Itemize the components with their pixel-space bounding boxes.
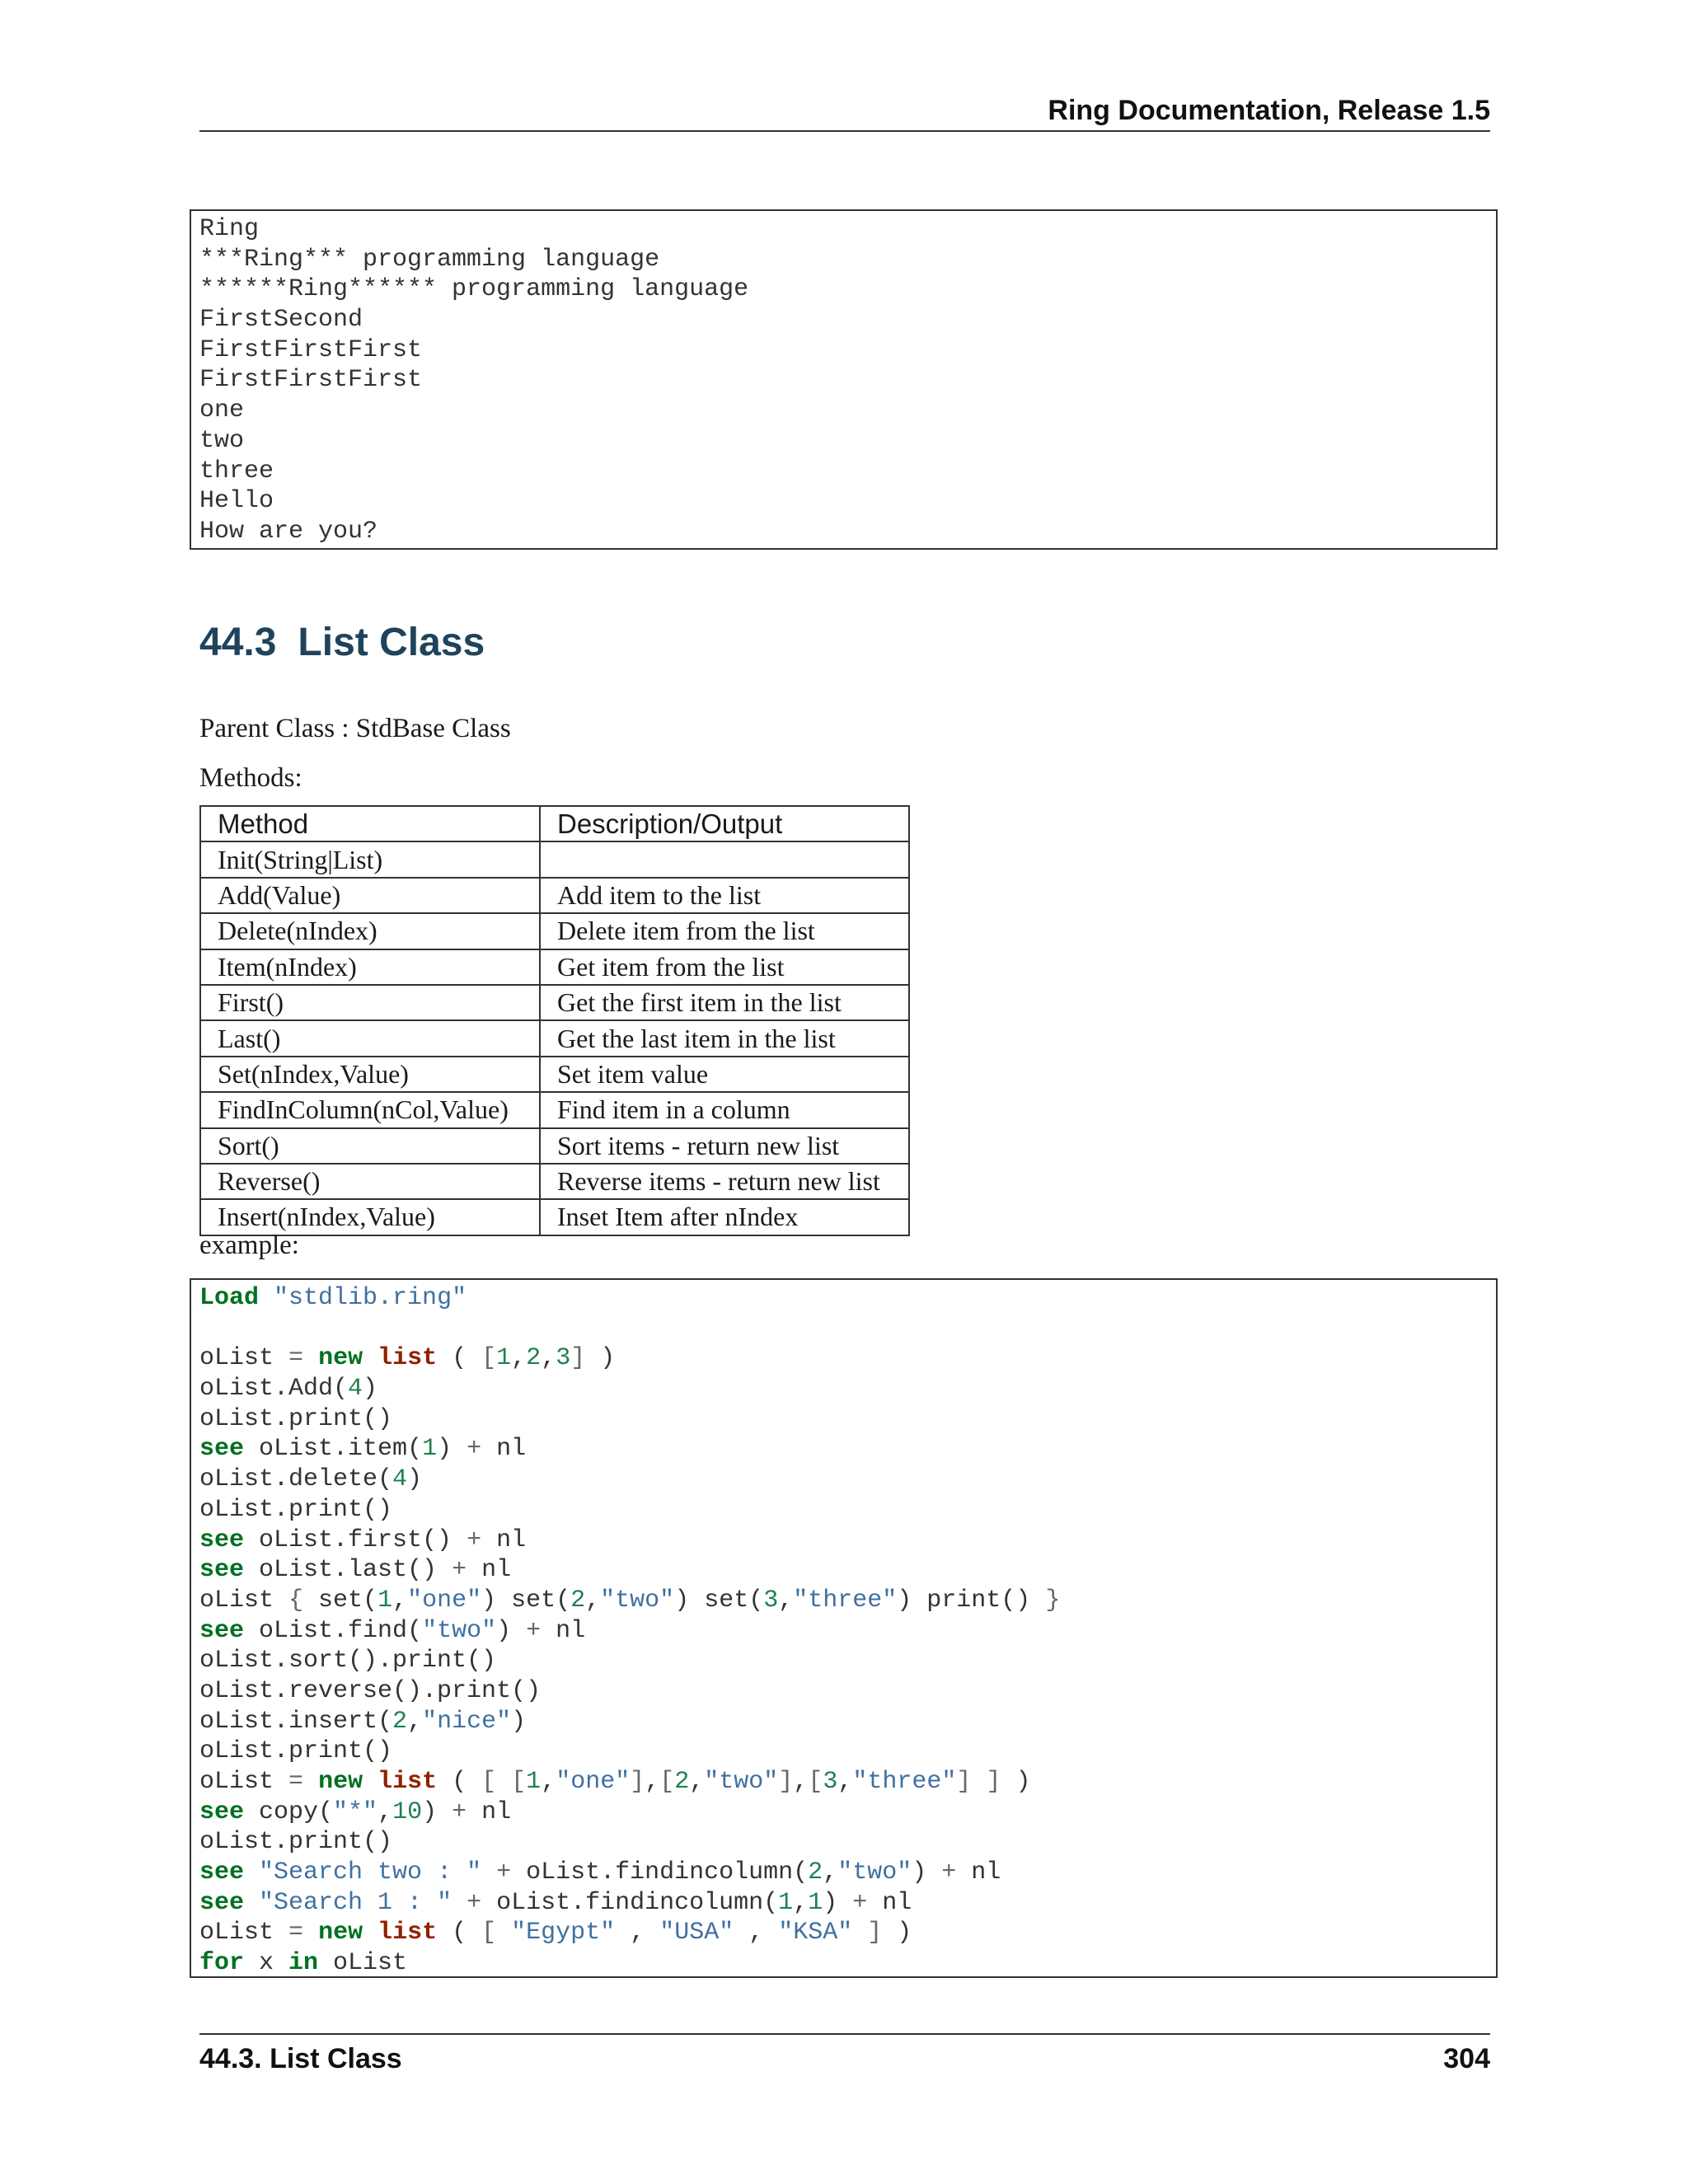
output-line: FirstFirstFirst: [199, 366, 423, 395]
example-code-block: [190, 1278, 1498, 1978]
output-line: FirstFirstFirst: [199, 335, 423, 364]
table-row: [200, 1020, 909, 1056]
description-cell: Get the first item in the list: [540, 985, 909, 1020]
table-row: [200, 1057, 909, 1092]
table-row: [200, 878, 909, 913]
example-label: example:: [199, 1230, 299, 1260]
output-line: ******Ring****** programming language: [199, 275, 749, 304]
code-line: see oList.find("two") + nl: [199, 1616, 586, 1645]
code-line: oList { set(1,"one") set(2,"two") set(3,"three") print() }: [199, 1586, 1061, 1615]
section-heading: [199, 618, 485, 668]
output-line: FirstSecond: [199, 306, 363, 335]
method-cell: FindInColumn(nCol,Value): [200, 1092, 540, 1127]
method-cell: Delete(nIndex): [200, 913, 540, 949]
methods-label: Methods:: [199, 763, 302, 793]
output-line: Hello: [199, 487, 274, 516]
description-cell: Delete item from the list: [540, 913, 909, 949]
output-lines: [199, 214, 1488, 547]
output-line: one: [199, 396, 245, 425]
code-line: oList = new list ( [ [1,"one"],[2,"two"],[3,"three"] ] ): [199, 1768, 1031, 1796]
example-lines: [199, 1283, 1488, 1979]
code-line: oList.print(): [199, 1737, 393, 1766]
method-cell: Insert(nIndex,Value): [200, 1199, 540, 1235]
description-cell: Sort items - return new list: [540, 1128, 909, 1164]
method-cell: Set(nIndex,Value): [200, 1057, 540, 1092]
column-header-description: Description/Output: [540, 806, 909, 841]
code-line: see oList.last() + nl: [199, 1556, 512, 1585]
code-line: oList.delete(4): [199, 1465, 423, 1494]
code-line: oList.print(): [199, 1495, 393, 1524]
code-line: Load "stdlib.ring": [199, 1284, 467, 1312]
running-header: Ring Documentation, Release 1.5: [1048, 95, 1490, 126]
code-line: oList.insert(2,"nice"): [199, 1707, 527, 1736]
output-line: three: [199, 457, 274, 485]
output-line: How are you?: [199, 517, 378, 546]
code-line: see "Search 1 : " + oList.findincolumn(1,1) + nl: [199, 1888, 912, 1917]
output-code-block: [190, 209, 1498, 550]
output-line: two: [199, 426, 245, 455]
methods-table-body: [200, 841, 909, 1235]
method-cell: Init(String|List): [200, 841, 540, 877]
method-cell: Sort(): [200, 1128, 540, 1164]
code-line: oList = new list ( [ "Egypt" , "USA" , "KSA" ] ): [199, 1919, 912, 1947]
column-header-method: Method: [200, 806, 540, 841]
table-row: [200, 1199, 909, 1235]
description-cell: Get item from the list: [540, 949, 909, 985]
method-cell: First(): [200, 985, 540, 1020]
description-cell: [540, 841, 909, 877]
code-line: see copy("*",10) + nl: [199, 1797, 512, 1826]
code-line: for x in oList: [199, 1949, 408, 1978]
table-row: [200, 1128, 909, 1164]
table-row: [200, 841, 909, 877]
code-line: oList = new list ( [1,2,3] ): [199, 1344, 616, 1373]
table-header-row: [200, 806, 909, 841]
description-cell: Reverse items - return new list: [540, 1164, 909, 1199]
code-line: oList.reverse().print(): [199, 1676, 542, 1705]
output-line: Ring: [199, 215, 260, 243]
table-row: [200, 985, 909, 1020]
description-cell: Inset Item after nIndex: [540, 1199, 909, 1235]
description-cell: Set item value: [540, 1057, 909, 1092]
table-row: [200, 949, 909, 985]
table-row: [200, 913, 909, 949]
section-title: List Class: [298, 621, 485, 664]
method-cell: Reverse(): [200, 1164, 540, 1199]
code-line: oList.print(): [199, 1404, 393, 1433]
code-line: oList.print(): [199, 1828, 393, 1857]
code-line: see oList.first() + nl: [199, 1526, 527, 1554]
code-line: oList.Add(4): [199, 1375, 378, 1404]
output-line: ***Ring*** programming language: [199, 245, 660, 274]
description-cell: Get the last item in the list: [540, 1020, 909, 1056]
method-cell: Last(): [200, 1020, 540, 1056]
parent-class-text: Parent Class : StdBase Class: [199, 714, 511, 743]
code-line: see oList.item(1) + nl: [199, 1435, 527, 1464]
description-cell: Find item in a column: [540, 1092, 909, 1127]
description-cell: Add item to the list: [540, 878, 909, 913]
methods-table: [199, 805, 910, 1236]
code-line: oList.sort().print(): [199, 1647, 497, 1675]
code-line: [199, 1314, 1488, 1344]
page-number: 304: [1443, 2043, 1490, 2074]
method-cell: Item(nIndex): [200, 949, 540, 985]
footer-section-title: 44.3. List Class: [199, 2043, 402, 2074]
code-line: see "Search two : " + oList.findincolumn(2,"two") + nl: [199, 1858, 1001, 1887]
method-cell: Add(Value): [200, 878, 540, 913]
table-row: [200, 1092, 909, 1127]
section-number: 44.3: [199, 621, 277, 664]
footer-rule: [199, 2033, 1490, 2035]
header-rule: [199, 130, 1490, 132]
table-row: [200, 1164, 909, 1199]
